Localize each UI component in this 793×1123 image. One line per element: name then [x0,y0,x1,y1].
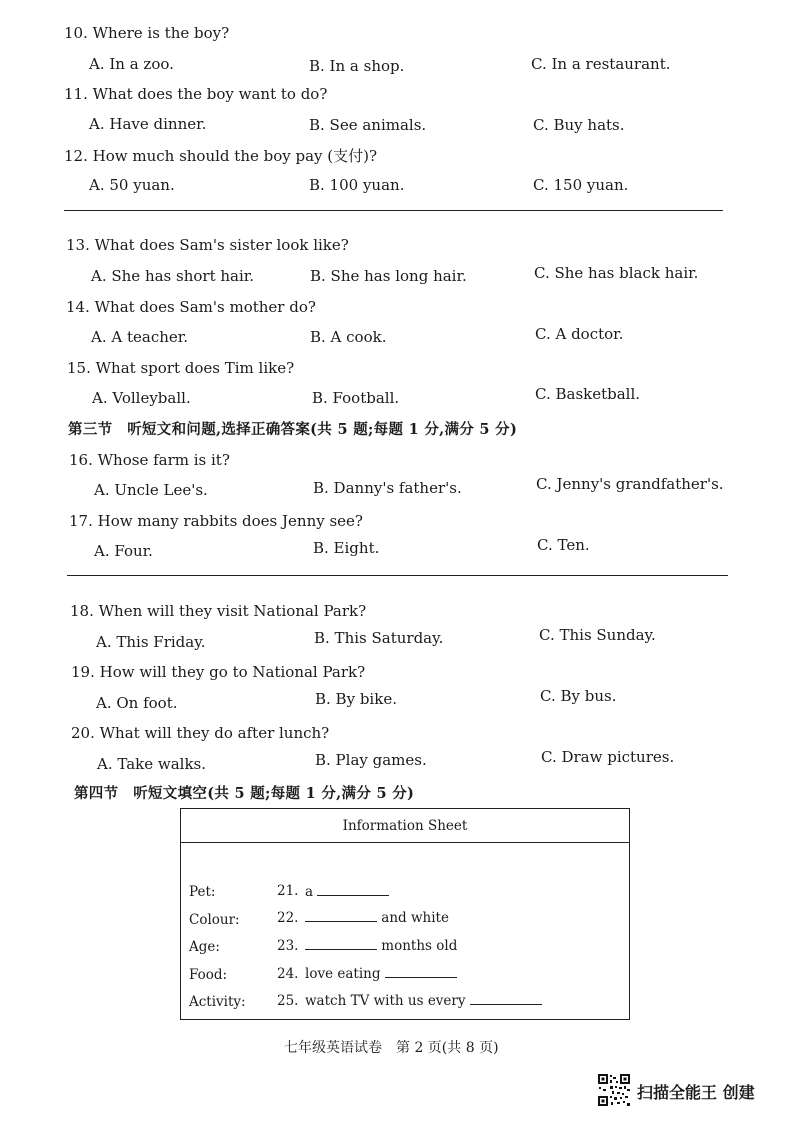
divider-1 [64,210,723,211]
blank-25[interactable] [470,992,542,1005]
option-15c: C. Basketball. [535,385,641,403]
question-20: 20. What will they do after lunch? [71,724,330,742]
age-label: Age: [189,939,220,955]
option-17b: B. Eight. [313,539,380,557]
option-17a: A. Four. [94,542,153,560]
item-23-text: months old [305,937,457,954]
item-22-number: 22. [277,910,299,926]
option-15b: B. Football. [312,389,400,407]
option-16b: B. Danny's father's. [313,479,462,497]
qr-code-icon [597,1073,631,1107]
option-11a: A. Have dinner. [89,115,207,133]
option-19b: B. By bike. [315,690,397,708]
question-12: 12. How much should the boy pay (支付)? [64,147,378,165]
question-16: 16. Whose farm is it? [69,451,230,469]
question-11: 11. What does the boy want to do? [64,85,328,103]
option-17c: C. Ten. [537,536,590,554]
section-3-heading: 第三节 听短文和问题,选择正确答案(共 5 题;每题 1 分,满分 5 分) [68,421,518,438]
option-19c: C. By bus. [540,687,617,705]
option-20a: A. Take walks. [97,755,207,773]
option-11c: C. Buy hats. [533,116,625,134]
question-13: 13. What does Sam's sister look like? [66,236,349,254]
option-16a: A. Uncle Lee's. [94,481,208,499]
item-22-text: and white [305,909,449,926]
question-10: 10. Where is the boy? [64,24,230,42]
option-10c: C. In a restaurant. [531,55,671,73]
option-12c: C. 150 yuan. [533,176,629,194]
section-4-heading: 第四节 听短文填空(共 5 题;每题 1 分,满分 5 分) [74,785,415,802]
blank-24[interactable] [385,965,457,978]
option-13c: C. She has black hair. [534,264,699,282]
item-21-number: 21. [277,883,299,899]
item-23-number: 23. [277,938,299,954]
page-footer: 七年级英语试卷 第 2 页(共 8 页) [284,1040,499,1056]
information-sheet [180,808,630,1020]
option-10b: B. In a shop. [309,57,405,75]
item-21-text: a [305,883,389,900]
option-14b: B. A cook. [310,328,387,346]
pet-label: Pet: [189,884,216,900]
question-18: 18. When will they visit National Park? [70,602,367,620]
blank-22[interactable] [305,909,377,922]
option-16c: C. Jenny's grandfather's. [536,475,724,493]
information-sheet-divider [181,842,629,843]
option-18c: C. This Sunday. [539,626,656,644]
item-24-number: 24. [277,966,299,982]
question-14: 14. What does Sam's mother do? [66,298,316,316]
blank-21[interactable] [317,883,389,896]
option-19a: A. On foot. [96,694,178,712]
colour-label: Colour: [189,912,240,928]
option-15a: A. Volleyball. [92,389,191,407]
option-20c: C. Draw pictures. [541,748,675,766]
item-25-text: watch TV with us every [305,992,542,1009]
information-sheet-title: Information Sheet [342,818,468,834]
option-13b: B. She has long hair. [310,267,467,285]
option-12a: A. 50 yuan. [89,176,175,194]
option-18a: A. This Friday. [96,633,206,651]
option-13a: A. She has short hair. [91,267,255,285]
option-14a: A. A teacher. [91,328,189,346]
item-25-number: 25. [277,993,299,1009]
option-20b: B. Play games. [315,751,427,769]
option-11b: B. See animals. [309,116,427,134]
question-15: 15. What sport does Tim like? [67,359,295,377]
blank-23[interactable] [305,937,377,950]
option-18b: B. This Saturday. [314,629,444,647]
activity-label: Activity: [189,994,246,1010]
food-label: Food: [189,967,228,983]
question-17: 17. How many rabbits does Jenny see? [69,512,363,530]
question-19: 19. How will they go to National Park? [71,663,366,681]
option-10a: A. In a zoo. [89,55,174,73]
item-24-text: love eating [305,965,457,982]
scanner-watermark: 扫描全能王 创建 [637,1083,755,1102]
option-12b: B. 100 yuan. [309,176,405,194]
divider-2 [67,575,728,576]
option-14c: C. A doctor. [535,325,624,343]
